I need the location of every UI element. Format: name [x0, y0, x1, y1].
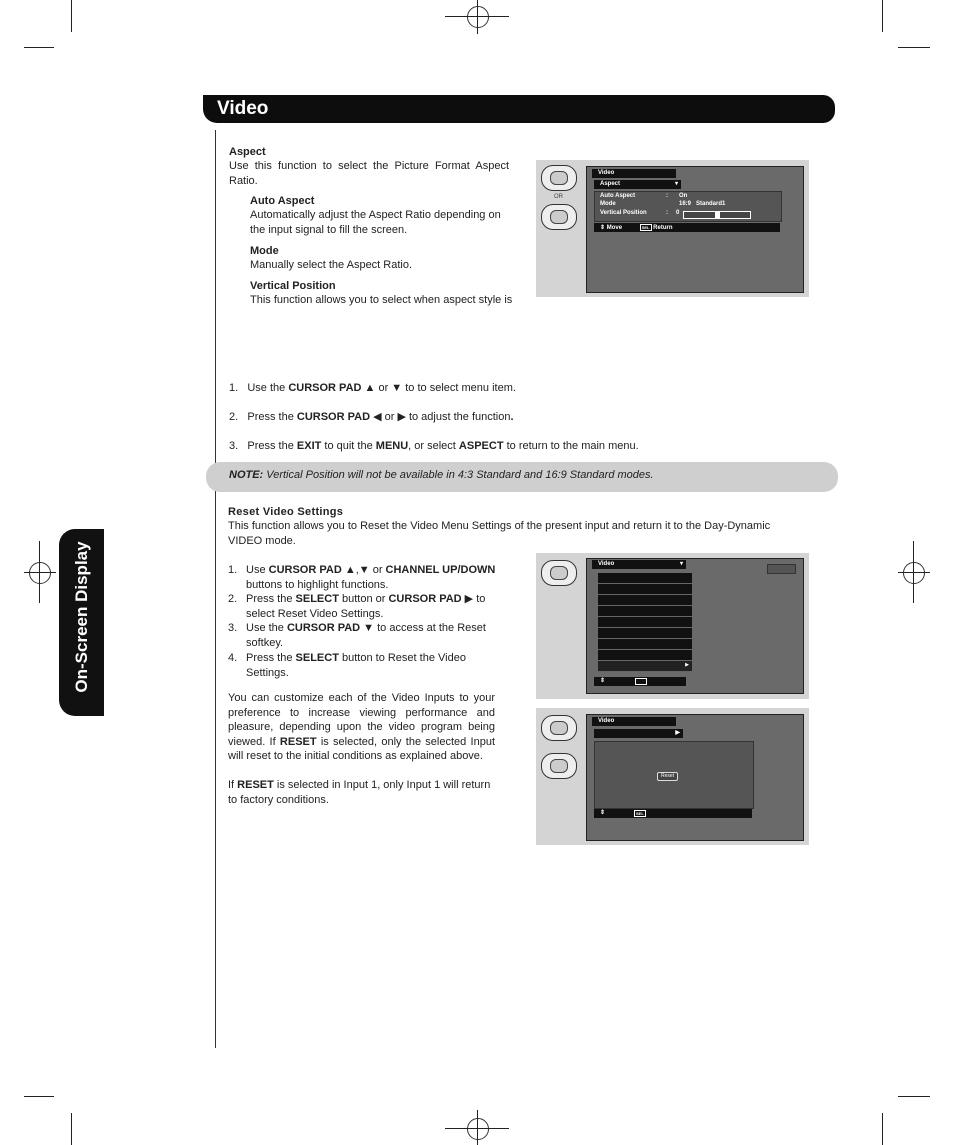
- mode-heading: Mode: [250, 245, 279, 257]
- vertical-position-heading: Vertical Position: [250, 280, 336, 292]
- note-body: Vertical Position will not be available in 4:3 Standard and 16:9 Standard modes.: [263, 469, 654, 481]
- list-item[interactable]: [598, 584, 692, 595]
- step-keyword: SELECT: [295, 652, 339, 664]
- reset-paragraph-1: [228, 691, 495, 764]
- note-label: NOTE:: [229, 469, 264, 481]
- reset-heading: Reset Video Settings: [228, 506, 344, 518]
- step-text: button or: [338, 593, 389, 605]
- step-text: button to Reset the Video Settings.: [246, 652, 466, 679]
- step-keyword: EXIT: [296, 440, 322, 452]
- osd-row-label: Mode: [600, 201, 616, 207]
- osd-title: Video: [598, 561, 615, 567]
- osd-row-label: Vertical Position: [600, 210, 647, 216]
- crop-mark: [882, 1113, 883, 1145]
- osd-footer-bar: [594, 223, 780, 232]
- paragraph-text: You can customize each of the Video Inputs to your preference to increase viewing performance and pleasure, depending upon the video program being viewed. If: [228, 692, 495, 748]
- step-keyword: CURSOR PAD: [286, 622, 361, 634]
- aspect-description: Use this function to select the Picture Format Aspect Ratio.: [229, 160, 509, 187]
- list-item[interactable]: [598, 617, 692, 628]
- side-tab: [59, 529, 104, 716]
- osd-title-bar: [592, 560, 686, 569]
- osd-row-value[interactable]: On: [679, 193, 688, 199]
- crop-mark: [898, 572, 930, 573]
- osd-footer-bar: [594, 809, 752, 818]
- step-text: ▼ to access at the Reset softkey.: [246, 622, 486, 649]
- move-arrows-icon: ⇕: [600, 678, 606, 684]
- step-3: [229, 439, 639, 454]
- step-text: Press the: [246, 593, 296, 605]
- chevron-right-icon: ▶: [685, 662, 689, 668]
- paragraph-keyword: RESET: [279, 735, 317, 748]
- osd-title-bar: Video: [592, 717, 676, 726]
- step-keyword: CHANNEL UP/DOWN: [385, 564, 496, 576]
- move-arrows-icon: ⇕: [600, 810, 606, 816]
- step-text: to return to the main menu.: [503, 440, 639, 452]
- mode-text: Manually select the Aspect Ratio.: [250, 259, 413, 271]
- step-text: Press the: [247, 411, 297, 423]
- step-text: Press the: [246, 652, 296, 664]
- move-arrows-icon: ⇕: [600, 225, 606, 231]
- step-keyword: CURSOR PAD: [268, 564, 342, 576]
- step-number: 1.: [229, 382, 239, 394]
- crop-mark: [898, 47, 930, 48]
- reset-step-3: [228, 621, 496, 650]
- auto-aspect-heading: Auto Aspect: [250, 195, 315, 207]
- reset-step-2: [228, 592, 496, 621]
- note-text: [229, 469, 654, 481]
- chevron-down-icon: ▾: [674, 181, 678, 187]
- section-header: [203, 95, 835, 123]
- vertical-position-text: This function allows you to select when aspect style is: [250, 294, 513, 306]
- step-number: 4.: [228, 652, 238, 664]
- step-keyword: CURSOR PAD: [288, 382, 362, 394]
- crop-mark: [24, 572, 56, 573]
- step-keyword: ASPECT: [458, 440, 504, 452]
- list-item-reset-video-settings[interactable]: [598, 661, 692, 672]
- step-text: buttons to highlight functions.: [246, 578, 389, 591]
- step-1: [229, 381, 516, 396]
- reset-button[interactable]: Reset: [657, 772, 678, 781]
- paragraph-text: is selected in Input 1, only Input 1 will return to factory conditions.: [228, 779, 491, 806]
- paragraph-text: is selected, only the selected Input will reset to the initial conditions as explained above.: [228, 735, 495, 763]
- input-indicator: [767, 564, 796, 574]
- step-text: ▲,▼ or: [341, 564, 386, 576]
- registration-mark-icon: [467, 6, 489, 28]
- sel-key-icon: SEL: [636, 811, 644, 816]
- step-keyword: SELECT: [295, 593, 339, 605]
- chevron-down-icon: ▾: [679, 561, 683, 567]
- crop-mark: [71, 0, 72, 32]
- sel-key-icon: SEL: [641, 225, 650, 230]
- step-text: , or select: [408, 440, 459, 452]
- crop-mark: [882, 0, 883, 32]
- step-text: ◀ or ▶ to adjust the function: [370, 411, 511, 423]
- step-text: ▲ or ▼ to to select menu item.: [361, 382, 516, 394]
- reset-description: This function allows you to Reset the Video Menu Settings of the present input and return it to the Day-Dynamic VIDEO mode.: [228, 520, 771, 547]
- reset-step-1: [228, 563, 496, 592]
- remote-cursor-pad-icon: [541, 165, 577, 191]
- step-text: Use: [246, 564, 269, 576]
- page-title: Video: [217, 98, 269, 119]
- osd-menu-item[interactable]: [594, 729, 683, 738]
- osd-row-label: Auto Aspect: [600, 193, 636, 199]
- osd-footer-bar: [594, 677, 686, 686]
- remote-cursor-pad-icon: [541, 753, 577, 779]
- list-item[interactable]: [598, 595, 692, 606]
- osd-menu-item-label: Aspect: [600, 181, 621, 187]
- step-keyword: CURSOR PAD: [388, 593, 462, 605]
- auto-aspect-text: Automatically adjust the Aspect Ratio depending on the input signal to fill the screen.: [250, 209, 501, 236]
- step-text: to quit the: [321, 440, 376, 452]
- step-number: 1.: [228, 564, 238, 576]
- osd-row-value[interactable]: 16:9 Standard1: [679, 201, 726, 207]
- crop-mark: [477, 1110, 478, 1145]
- footer-move-label: Move: [606, 225, 623, 231]
- reset-step-4: [228, 651, 496, 680]
- list-item[interactable]: [598, 573, 692, 584]
- crop-mark: [71, 1113, 72, 1145]
- osd-title-bar: Video: [592, 169, 676, 178]
- step-keyword: MENU: [375, 440, 409, 452]
- osd-menu-item-aspect[interactable]: [594, 180, 681, 189]
- crop-mark: [24, 1096, 54, 1097]
- step-number: 2.: [228, 593, 238, 605]
- crop-mark: [898, 1096, 930, 1097]
- remote-cursor-pad-icon: [541, 204, 577, 230]
- step-number: 3.: [229, 440, 239, 452]
- list-item[interactable]: [598, 628, 692, 639]
- vertical-position-slider[interactable]: [683, 211, 751, 219]
- side-tab-label: On-Screen Display: [72, 541, 91, 693]
- paragraph-keyword: RESET: [237, 779, 274, 791]
- list-item[interactable]: [598, 639, 692, 650]
- crop-mark: [477, 0, 478, 34]
- note-bar: [206, 462, 838, 492]
- step-text: Use the: [247, 382, 289, 394]
- remote-cursor-pad-icon: [541, 715, 577, 741]
- registration-mark-icon: [29, 562, 51, 584]
- reset-paragraph-2: [228, 778, 498, 807]
- step-2: [229, 410, 514, 425]
- step-number: 3.: [228, 622, 238, 634]
- paragraph-text: If: [228, 779, 238, 791]
- step-keyword: CURSOR PAD: [296, 411, 371, 423]
- aspect-heading: Aspect: [229, 146, 266, 158]
- list-item[interactable]: [598, 650, 692, 661]
- registration-mark-icon: [903, 562, 925, 584]
- step-text: Use the: [246, 622, 287, 634]
- registration-mark-icon: [467, 1118, 489, 1140]
- osd-row-sep: :: [666, 193, 668, 199]
- sel-key-icon: [635, 678, 647, 685]
- step-text: Press the: [247, 440, 297, 452]
- footer-return-label: Return: [653, 225, 673, 231]
- crop-mark: [24, 47, 54, 48]
- step-number: 2.: [229, 411, 239, 423]
- osd-row-value: 0: [676, 210, 680, 216]
- step-text: .: [510, 411, 514, 423]
- list-item[interactable]: [598, 606, 692, 617]
- chevron-right-icon: ▶: [675, 730, 680, 736]
- margin-rule: [215, 130, 216, 1048]
- or-label: OR: [554, 194, 563, 200]
- slider-thumb[interactable]: [715, 211, 720, 219]
- remote-cursor-pad-icon: [541, 560, 577, 586]
- step-text: ▶ to select Reset Video Settings.: [246, 593, 486, 620]
- osd-row-sep: :: [666, 210, 668, 216]
